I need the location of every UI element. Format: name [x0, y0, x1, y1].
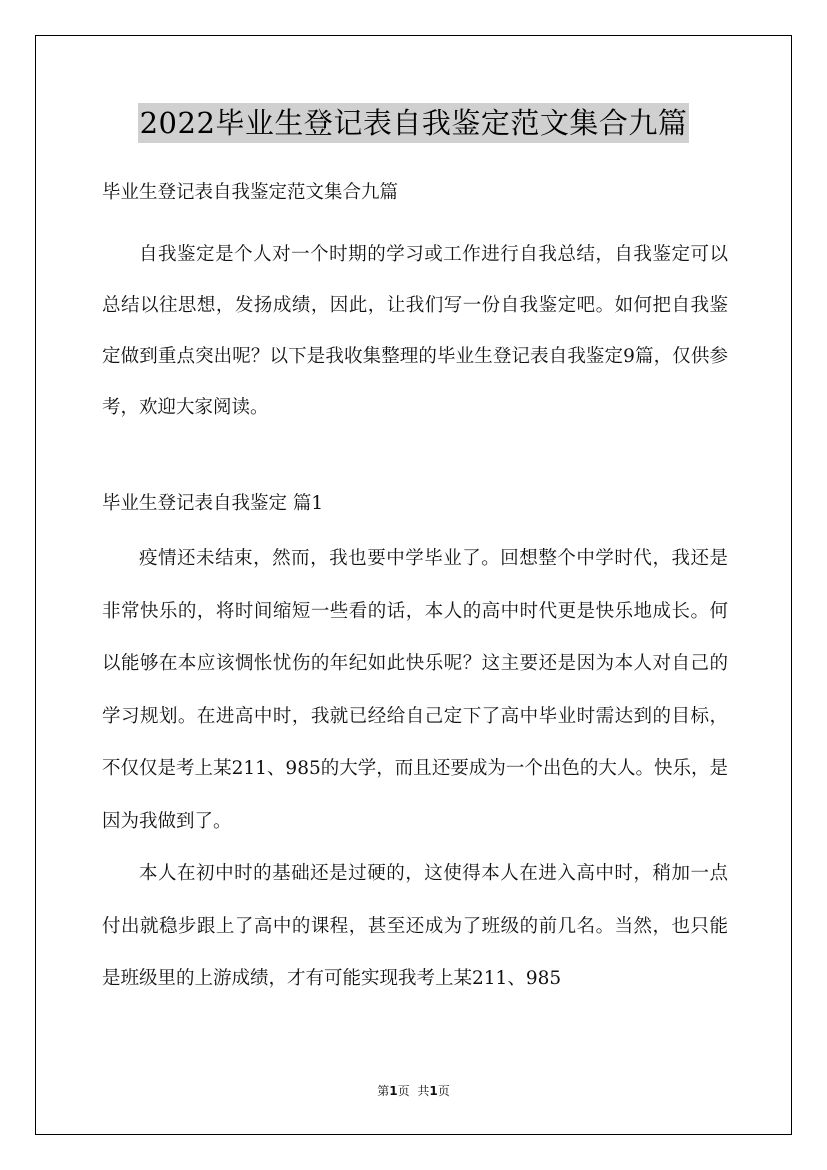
document-subtitle: 毕业生登记表自我鉴定范文集合九篇	[102, 182, 399, 203]
section-heading: 毕业生登记表自我鉴定 篇1	[102, 493, 324, 514]
page-label-prefix: 第	[377, 1084, 390, 1098]
page-total: 1	[429, 1084, 438, 1098]
total-label-prefix: 共	[417, 1084, 430, 1098]
total-label-suffix: 页	[437, 1084, 450, 1098]
body-paragraph-1: 疫情还未结束，然而，我也要中学毕业了。回想整个中学时代，我还是非常快乐的，将时间缩短一些看的话，本人的高中时代更是快乐地成长。何以能够在本应该惆怅忧伤的年纪如此快乐呢？这主要还是因为本人对自己的学习规划。在进高中时，我就已经给自己定下了高中毕业时需达到的目标，不仅仅是考上某211、985的大学，而且还要成为一个出色的大人。快乐，是因为我做到了。	[102, 548, 728, 832]
document-body	[102, 174, 728, 1006]
document-title	[0, 102, 827, 142]
section-spacer	[102, 433, 728, 485]
page-current: 1	[389, 1084, 398, 1098]
body-paragraph-2: 本人在初中时的基础还是过硬的，这使得本人在进入高中时，稍加一点付出就稳步跟上了高中的课程，甚至还成为了班级的前几名。当然，也只能是班级里的上游成绩，才有可能实现我考上某211、985	[102, 863, 728, 989]
intro-paragraph: 自我鉴定是个人对一个时期的学习或工作进行自我总结，自我鉴定可以总结以往思想，发扬成绩，因此，让我们写一份自我鉴定吧。如何把自我鉴定做到重点突出呢？以下是我收集整理的毕业生登记表自我鉴定9篇，仅供参考，欢迎大家阅读。	[102, 244, 728, 418]
page-footer	[0, 1082, 827, 1099]
document-title-text: 2022毕业生登记表自我鉴定范文集合九篇	[138, 103, 690, 143]
page-label-suffix: 页	[397, 1084, 410, 1098]
